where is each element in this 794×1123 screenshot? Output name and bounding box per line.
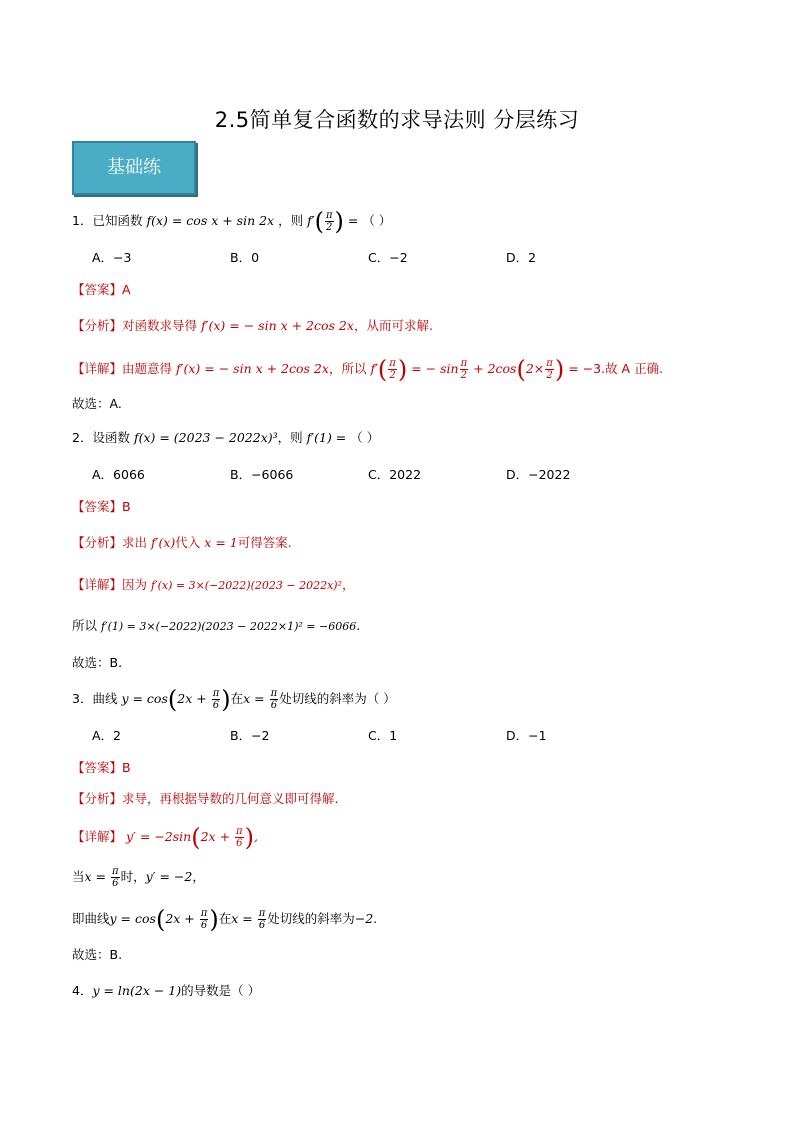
- q1-choose: [72, 394, 122, 414]
- q1-function: f(x) = cos x + sin 2x: [146, 213, 275, 228]
- q3-analysis-text: 求导，再根据导数的几何意义即可得解.: [122, 791, 339, 806]
- q3-concl-curve: y = cos(2x + $\frac{\pi}{6}$ ): [109, 905, 219, 934]
- q1-answer-value: A: [122, 282, 131, 297]
- page-title: 2.5简单复合函数的求导法则 分层练习: [214, 108, 580, 132]
- question-1-stem: [72, 207, 392, 236]
- q1-detail-pre: 由题意得: [122, 361, 173, 376]
- q1-options: [92, 248, 644, 268]
- q2-detail-expr: f′(x) = 3×(−2022)(2023 − 2022x)²: [151, 579, 342, 592]
- q2-detail-line2: [72, 616, 360, 637]
- q3-when-x: x = $\frac{\pi}{6}$: [84, 866, 119, 889]
- q3-answer-value: B: [122, 760, 131, 775]
- q3-when-pre: 当: [72, 869, 85, 884]
- q2-analysis-x: x = 1: [204, 535, 238, 550]
- q2-answer-tag: 【答案】: [72, 499, 123, 514]
- q2-choose-text: 故选：B.: [72, 655, 123, 670]
- q3-point: x = $\frac{\pi}{6}$: [243, 688, 278, 711]
- q1-ask: f′: [307, 213, 315, 228]
- q2-answer-value: B: [122, 499, 131, 514]
- q3-choose: [72, 945, 122, 965]
- q3-detail: [72, 823, 258, 852]
- q1-option-a: A．−3: [92, 250, 132, 265]
- q3-when-end: ，: [192, 869, 205, 884]
- q3-stem-pre: 3．曲线: [72, 691, 118, 706]
- q1-choose-text: 故选：A.: [72, 396, 122, 411]
- q3-choose-text: 故选：B.: [72, 947, 123, 962]
- q3-concl-pre: 即曲线: [72, 911, 110, 926]
- q3-when-val: y′ = −2: [145, 869, 193, 884]
- q2-stem-pre: 2．设函数: [72, 430, 130, 445]
- q3-derivative: y′ = −2sin(2x + $\frac{\pi}{6}$ ),: [126, 823, 258, 852]
- question-2-stem: [72, 428, 379, 448]
- q3-analysis: [72, 789, 339, 809]
- q3-concl-end: 处切线的斜率为: [267, 911, 355, 926]
- q2-stem-mid: ，则: [277, 430, 303, 445]
- q2-stem-end: （ ）: [350, 430, 380, 445]
- q3-option-a: A．2: [92, 728, 122, 743]
- section-badge: 基础练: [72, 141, 196, 195]
- q3-analysis-tag: 【分析】: [72, 791, 123, 806]
- q2-choose: [72, 653, 122, 673]
- q3-stem-at: 在: [230, 691, 244, 706]
- q2-option-c: C．2022: [368, 467, 422, 482]
- q2-analysis: [72, 533, 292, 553]
- q3-option-c: C．1: [368, 728, 398, 743]
- q2-analysis-mid: 代入: [175, 535, 201, 550]
- q1-frac: $\frac{\pi}{2}$: [325, 210, 333, 233]
- q3-answer: [72, 758, 131, 778]
- q1-paren-close: ): [334, 207, 344, 236]
- q1-stem-pre: 1．已知函数: [72, 213, 143, 228]
- q1-stem-end: = （ ）: [347, 213, 392, 228]
- q3-concl-x: x = $\frac{\pi}{6}$: [231, 908, 266, 931]
- q2-option-a: A．6066: [92, 467, 145, 482]
- q2-analysis-expr: f′(x): [151, 535, 176, 550]
- q3-conclusion: [72, 905, 378, 934]
- q2-analysis-tag: 【分析】: [72, 535, 123, 550]
- q1-analysis: [72, 316, 433, 336]
- q1-detail-mid: ，所以: [328, 361, 367, 376]
- q1-option-d: D．2: [506, 250, 537, 265]
- q2-line2-expr: f′(1) = 3×(−2022)(2023 − 2022×1)² = −6066: [101, 620, 357, 633]
- q1-analysis-expr: f′(x) = − sin x + 2cos 2x: [201, 318, 354, 333]
- q2-detail: [72, 575, 355, 596]
- q3-options: [92, 726, 644, 746]
- q3-concl-val: −2.: [354, 911, 378, 926]
- q4-function: y = ln(2x − 1): [92, 983, 182, 998]
- q2-line2-pre: 所以: [72, 618, 98, 633]
- q2-line2-end: .: [356, 618, 361, 633]
- q2-detail-tag: 【详解】: [72, 577, 123, 592]
- q1-answer-tag: 【答案】: [72, 282, 123, 297]
- q1-detail-expr: f′(x) = − sin x + 2cos 2x: [176, 361, 329, 376]
- q1-analysis-end: ，从而可求解.: [353, 318, 433, 333]
- q2-function: f(x) = (2023 − 2022x)³: [133, 430, 278, 445]
- q1-analysis-text: 对函数求导得: [122, 318, 198, 333]
- q3-concl-at: 在: [218, 911, 232, 926]
- q1-detail: [72, 355, 664, 384]
- q2-options: [92, 465, 644, 485]
- question-3-stem: [72, 685, 396, 714]
- q2-answer: [72, 497, 131, 517]
- q2-ask: f′(1) =: [306, 430, 347, 445]
- q2-analysis-end: 可得答案.: [237, 535, 292, 550]
- q1-detail-end: = −3.故 A 正确.: [568, 361, 664, 376]
- q3-answer-tag: 【答案】: [72, 760, 123, 775]
- q1-detail-calc: f′( $\frac{\pi}{2}$ ) = − sin $\frac{\pi}{2}$ + 2cos(2× $\frac{\pi}{2}$ ): [370, 355, 565, 384]
- q1-option-b: B．0: [230, 250, 260, 265]
- q4-stem-pre: 4．: [72, 983, 93, 998]
- q2-detail-pre: 因为: [122, 577, 148, 592]
- q2-option-b: B．−6066: [230, 467, 294, 482]
- q2-analysis-pre: 求出: [122, 535, 148, 550]
- q3-when-mid: 时，: [120, 869, 146, 884]
- q2-detail-end: ，: [342, 577, 355, 592]
- q3-option-b: B．−2: [230, 728, 270, 743]
- q1-detail-tag: 【详解】: [72, 361, 123, 376]
- q4-stem-end: 的导数是（ ）: [181, 983, 261, 998]
- q1-paren-open: (: [314, 207, 324, 236]
- q1-option-c: C．−2: [368, 250, 408, 265]
- q1-analysis-tag: 【分析】: [72, 318, 123, 333]
- q3-detail-tag: 【详解】: [72, 829, 123, 844]
- q3-when: [72, 866, 205, 889]
- q3-curve: y = cos(2x + $\frac{\pi}{6}$ ): [121, 685, 231, 714]
- question-4-stem: [72, 981, 260, 1001]
- q1-stem-mid: ，则: [278, 213, 304, 228]
- q3-stem-end: 处切线的斜率为（ ）: [279, 691, 396, 706]
- q3-option-d: D．−1: [506, 728, 547, 743]
- q1-answer: [72, 280, 131, 300]
- q2-option-d: D．−2022: [506, 467, 571, 482]
